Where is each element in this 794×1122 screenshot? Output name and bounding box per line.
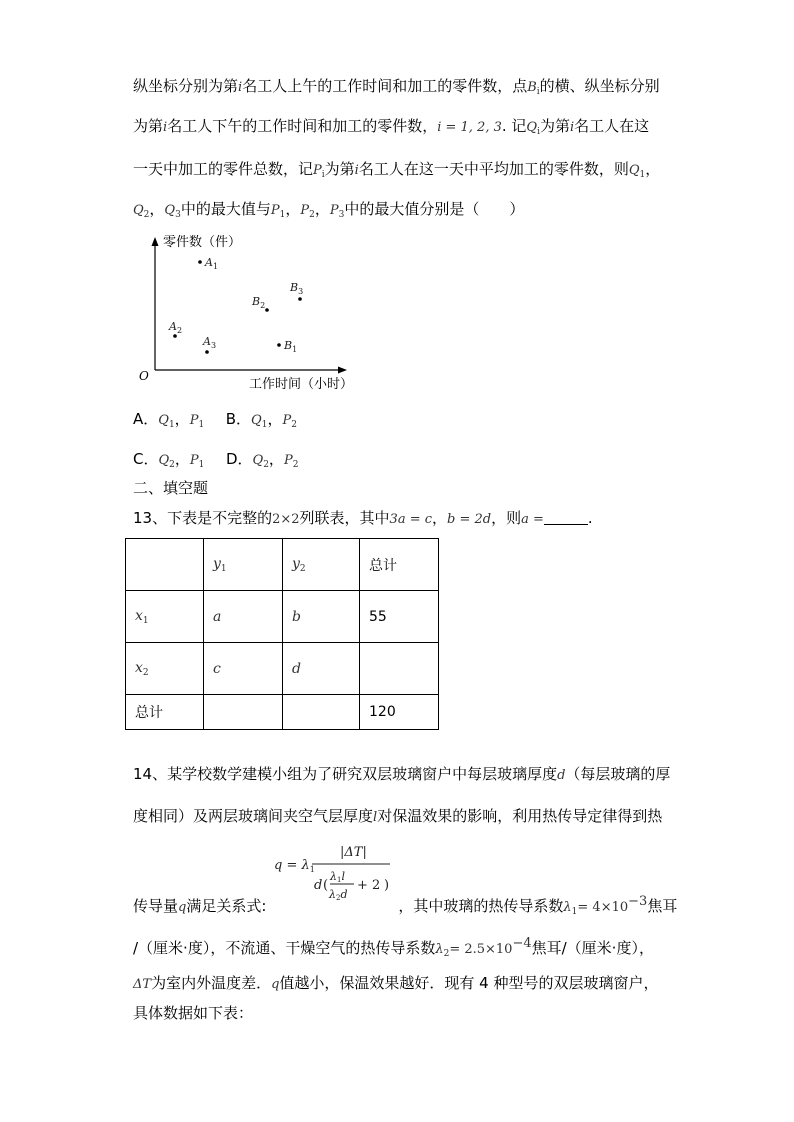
p14-line-6: 具体数据如下表： — [133, 1004, 254, 1022]
table-cell — [360, 643, 439, 695]
table-row — [126, 695, 439, 730]
p12-line-3: 一天中加工的零件总数，记$P_i$为第i名工人在这一天中平均加工的零件数，则$Q_1$， — [133, 160, 661, 180]
p14-line-5: ΔT为室内外温度差．q值越小，保温效果越好．现有 4 种型号的双层玻璃窗户， — [133, 974, 659, 992]
formula-lhs: $q = \lambda_1$ — [274, 858, 315, 874]
point-a2-label: $A_2$ — [169, 320, 183, 335]
table-cell — [283, 695, 360, 730]
table-row — [126, 591, 439, 643]
row-label-total: 总计 — [126, 695, 204, 730]
scatter-diagram — [133, 228, 363, 398]
option-row-1 — [133, 409, 297, 435]
point-b1 — [277, 343, 281, 347]
table-cell: 120 — [360, 695, 439, 730]
formula-lparen: ( — [323, 878, 329, 893]
row-label-x2: $x_2$ — [126, 643, 204, 695]
table-cell: c — [204, 643, 283, 695]
point-b2-label: $B_2$ — [252, 295, 266, 310]
table-cell — [204, 695, 283, 730]
option-c[interactable]: C．$Q_2$，$P_1$ — [133, 450, 205, 470]
section-title: 二、填空题 — [133, 479, 209, 497]
formula-plus: + 2 — [357, 878, 381, 893]
table-cell: b — [283, 591, 360, 643]
x-axis-label: 工作时间（小时） — [249, 376, 354, 391]
point-b3-label: $B_3$ — [290, 281, 304, 296]
point-b1-label: $B_1$ — [284, 339, 298, 354]
point-a1-label: $A_1$ — [205, 256, 219, 271]
contingency-table — [125, 538, 439, 730]
p14-line-4: /（厘米·度），不流通、干燥空气的热传导系数$\lambda_2= 2.5\times 10^{-4}$焦耳/（厘米·度）， — [133, 936, 654, 959]
table-header-y2: $y_2$ — [283, 539, 360, 591]
point-a1 — [198, 260, 202, 264]
p13-question: 13、下表是不完整的2×2列联表，其中3a = c，b = 2d，则a = . — [133, 509, 593, 527]
y-axis-label: 零件数（件） — [163, 234, 242, 249]
formula-inner-num: λ1l — [330, 870, 345, 884]
formula-inner-den: λ2d — [329, 888, 348, 902]
point-a3 — [205, 350, 209, 354]
formula-den-d: d — [314, 878, 323, 893]
p12-line-2: 为第i名工人下午的工作时间和加工的零件数，i = 1, 2, 3. 记$Q_i$为第i名工人在这 — [133, 117, 650, 137]
table-header-row — [126, 539, 439, 591]
point-a3-label: $A_3$ — [203, 335, 217, 350]
p12-line-1: 纵坐标分别为第i名工人上午的工作时间和加工的零件数，点$B_i$的横、纵坐标分别 — [133, 77, 660, 97]
p12-line-4: $Q_2$，$Q_3$中的最大值与$P_1$，$P_2$，$P_3$中的最大值分别是（ ） — [133, 200, 525, 220]
p14-line-2: 度相同）及两层玻璃间夹空气层厚度l对保温效果的影响，利用热传导定律得到热 — [133, 807, 663, 825]
answer-blank[interactable] — [544, 510, 588, 525]
table-header-total: 总计 — [360, 539, 439, 591]
table-row — [126, 643, 439, 695]
option-b[interactable]: B．$Q_1$，$P_2$ — [225, 410, 297, 430]
formula-numerator: |ΔT| — [340, 845, 367, 860]
p14-line-3: 传导量q满足关系式: ，其中玻璃的热传导系数$\lambda_1= 4\times 10^{-3}$焦耳 — [133, 894, 678, 917]
y-axis-arrow — [152, 237, 159, 246]
option-a[interactable]: A．$Q_1$，$P_1$ — [133, 410, 205, 430]
origin-label: O — [139, 369, 149, 383]
p14-line-1: 14、某学校数学建模小组为了研究双层玻璃窗户中每层玻璃厚度d（每层玻璃的厚 — [133, 765, 671, 783]
table-cell: d — [283, 643, 360, 695]
table-cell: a — [204, 591, 283, 643]
row-label-x1: $x_1$ — [126, 591, 204, 643]
option-d[interactable]: D．$Q_2$，$P_2$ — [225, 450, 299, 470]
point-b3 — [298, 297, 302, 301]
option-row-2 — [133, 449, 298, 475]
table-cell — [126, 539, 204, 591]
x-axis-arrow — [338, 367, 347, 374]
table-cell: 55 — [360, 591, 439, 643]
table-header-y1: $y_1$ — [204, 539, 283, 591]
formula-rparen: ) — [384, 878, 390, 893]
point-b2 — [265, 308, 269, 312]
